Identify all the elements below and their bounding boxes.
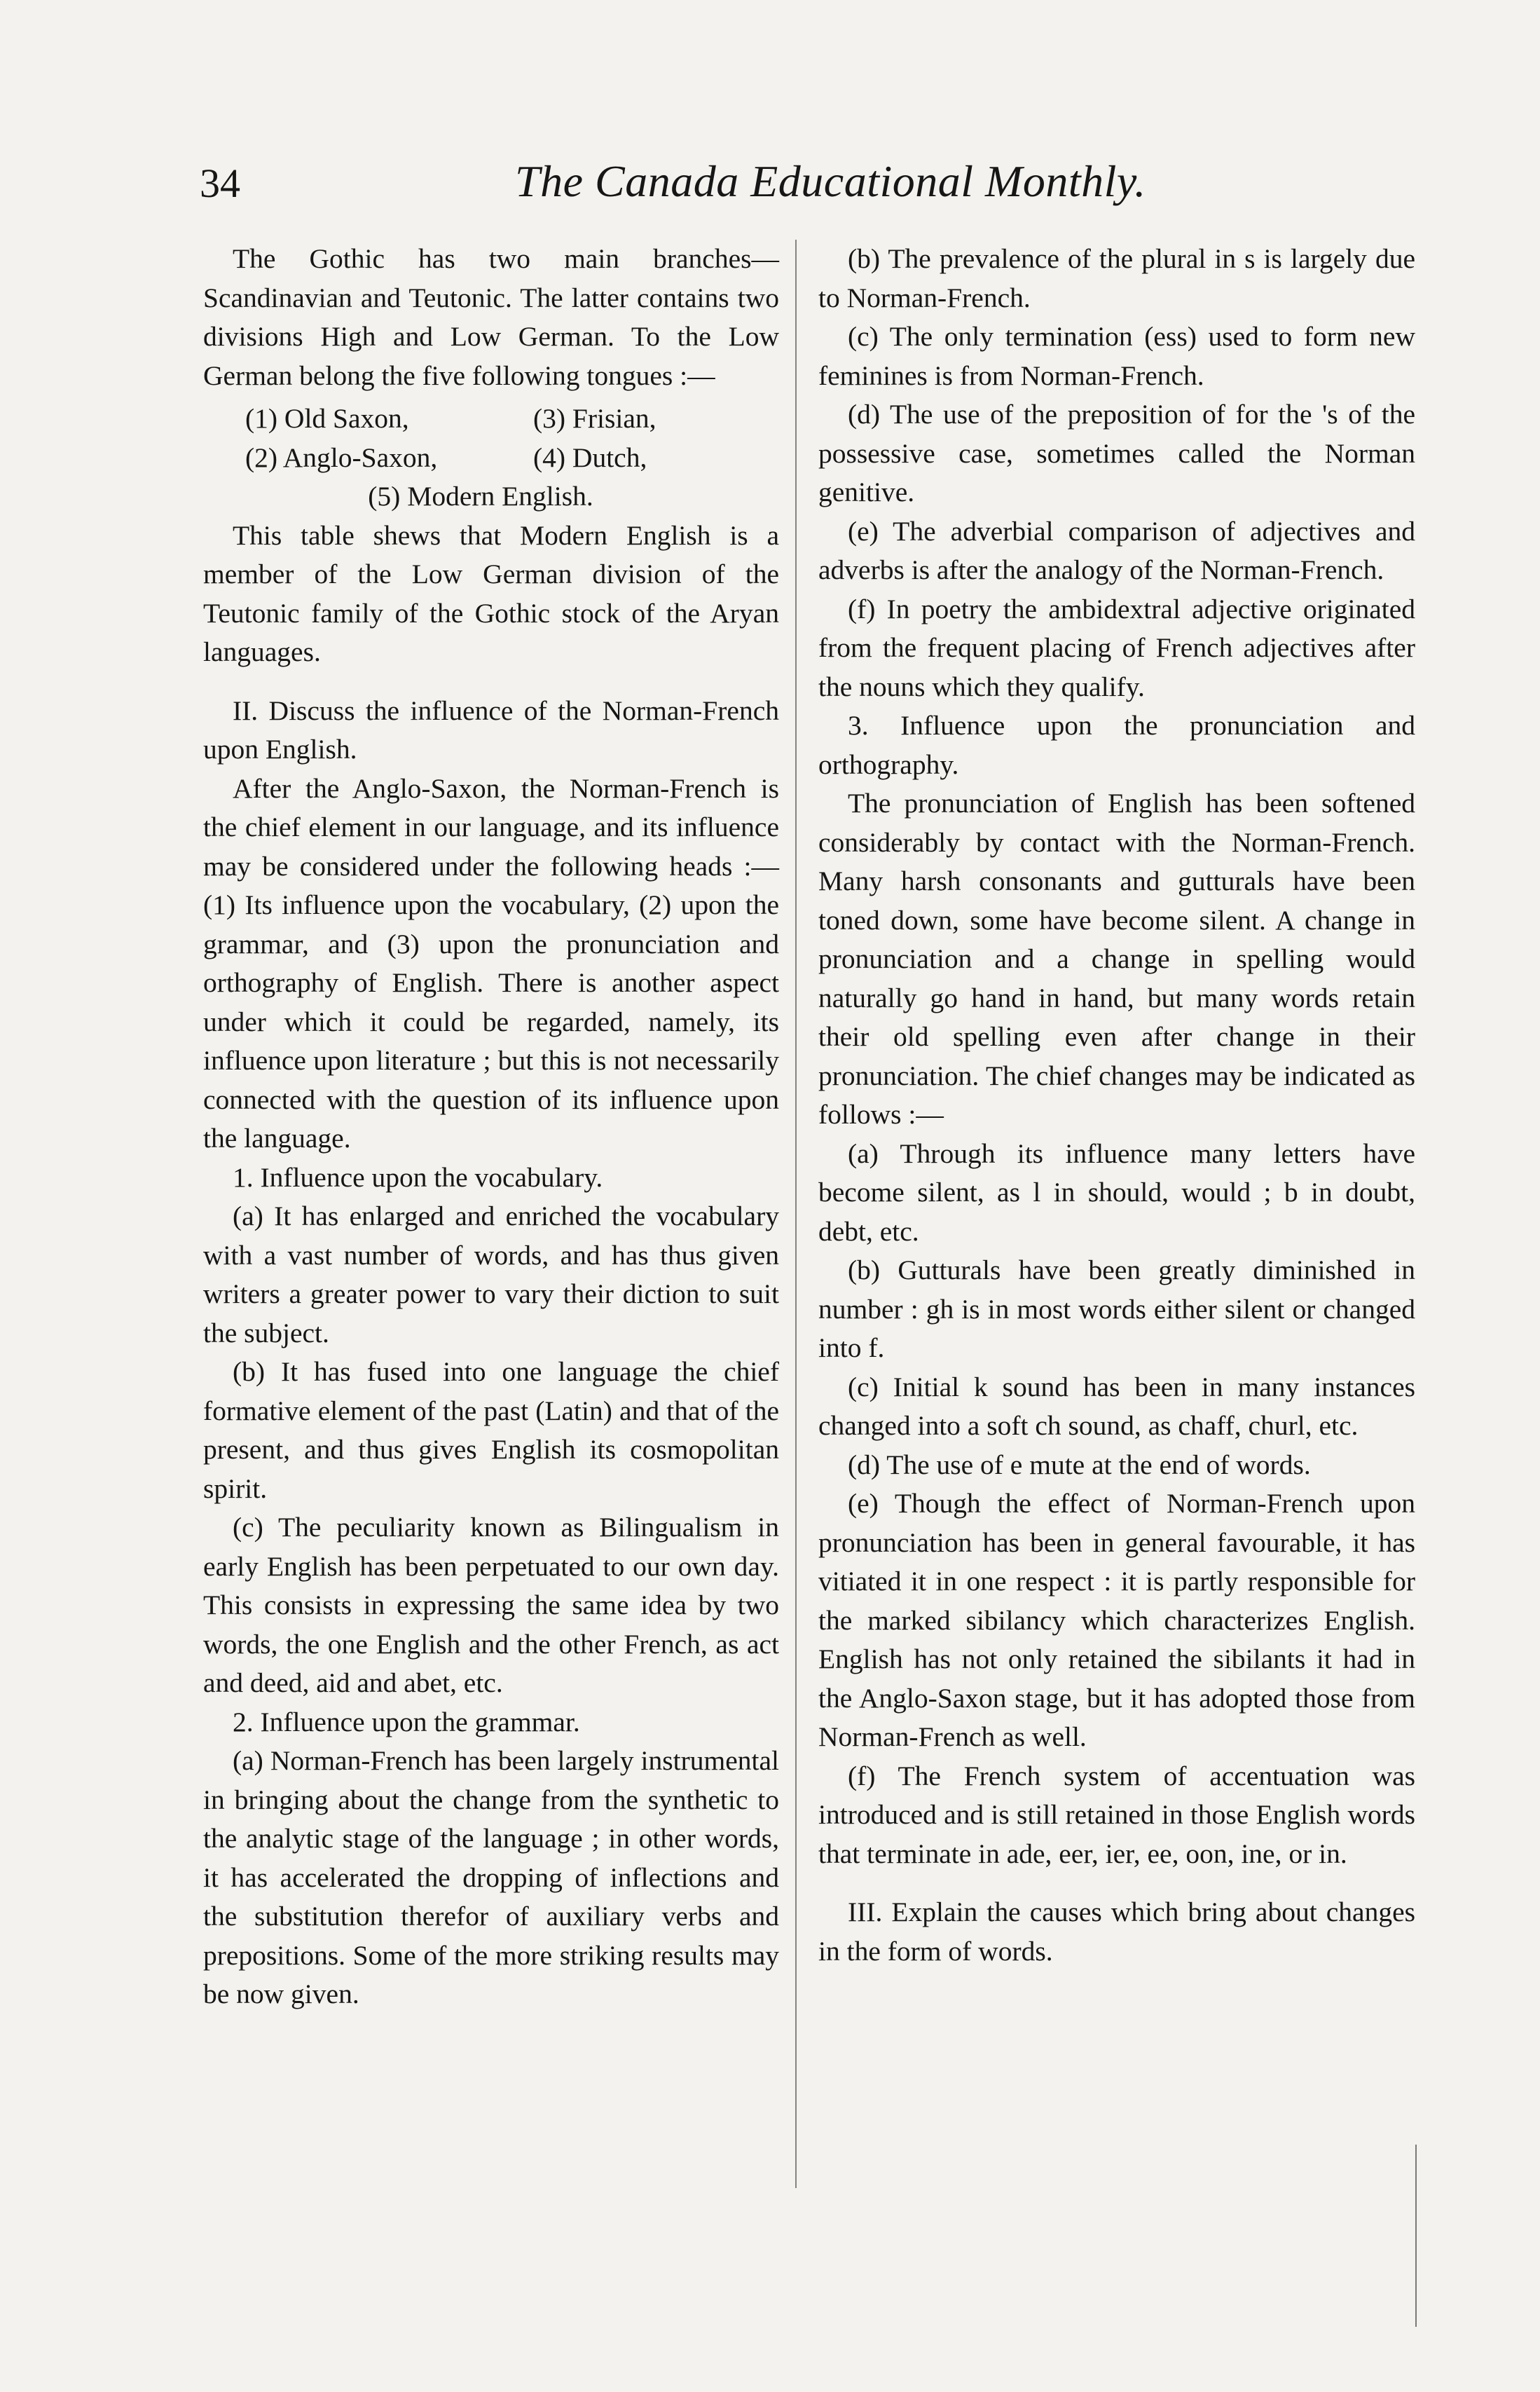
paragraph: (d) The use of the preposition of for the 's of the possessive case, sometimes called the Norman genitive. (818, 399, 1415, 507)
paragraph: (a) It has enlarged and enriched the vocabulary with a vast number of words, and has thus given writers a greater power to vary their diction to suit the subject. (203, 1201, 779, 1348)
paragraph: (b) It has fused into one language the chief formative element of the past (Latin) and that of the present, and thus gives English its cosmopolitan spirit. (203, 1356, 779, 1504)
paragraph: This table shews that Modern English is a member of the Low German division of the Teutonic family of the Gothic stock of the Aryan languages. (203, 519, 779, 667)
paragraph: (f) In poetry the ambidextral adjective originated from the frequent placing of French adjectives after the nouns which they qualify. (818, 593, 1415, 702)
question-heading: II. Discuss the influence of the Norman-French upon English. (203, 695, 779, 765)
page-number: 34 (200, 160, 240, 206)
paragraph: (c) The only termination (ess) used to form new feminines is from Norman-French. (818, 321, 1415, 391)
question-heading: III. Explain the causes which bring about changes in the form of words. (818, 1896, 1415, 1967)
paragraph: (a) Norman-French has been largely instrumental in bringing about the change from the synthetic to the analytic stage of the language ; in other words, it has accelerated the dropping of inflections and the substitution therefor of auxiliary verbs and prepositions. Some of the more striking results may be now given. (203, 1745, 779, 2009)
paragraph: The Gothic has two main branches—Scandinavian and Teutonic. The latter contains two divisions High and Low German. To the Low German belong the five following tongues :— (203, 243, 779, 391)
paragraph: (c) Initial k sound has been in many instances changed into a soft ch sound, as chaff, churl, etc. (818, 1371, 1415, 1441)
paragraph: (e) Though the effect of Norman-French upon pronunciation has been in general favourable, it has vitiated it in one respect : it is partly responsible for the marked sibilancy which characterizes English. English has not only retained the sibilants it had in the Anglo-Saxon stage, but it has adopted those from Norman-French as well. (818, 1488, 1415, 1752)
paragraph: (b) The prevalence of the plural in s is largely due to Norman-French. (818, 243, 1415, 313)
paragraph: (c) The peculiarity known as Bilingualism in early English has been perpetuated to our own day. This consists in expressing the same idea by two words, the one English and the other French, as act and deed, aid and abet, etc. (203, 1512, 779, 1698)
tongue-item: (1) Old Saxon, (245, 403, 409, 434)
section-heading: 3. Influence upon the pronunciation and orthography. (818, 710, 1415, 780)
column-divider (795, 240, 797, 2188)
paragraph: (e) The adverbial comparison of adjectives and adverbs is after the analogy of the Norman-French. (818, 515, 1415, 585)
tongues-table (203, 399, 779, 517)
paragraph: (b) Gutturals have been greatly diminished in number : gh is in most words either silent or changed into f. (818, 1255, 1415, 1363)
section-heading: 1. Influence upon the vocabulary. (233, 1161, 603, 1193)
running-title: The Canada Educational Monthly. (515, 156, 1146, 206)
left-column (203, 240, 779, 2014)
paragraph: The pronunciation of English has been softened considerably by contact with the Norman-French. Many harsh consonants and gutturals have been toned down, some have become silent. A change in pronunciation and a change in spelling would naturally go hand in hand, but many words retain their old spelling even after change in their pronunciation. The chief changes may be indicated as follows :— (818, 788, 1415, 1130)
paragraph: (f) The French system of accentuation was introduced and is still retained in those English words that terminate in ade, eer, ier, ee, oon, ine, or in. (818, 1760, 1415, 1869)
tongue-item: (5) Modern English. (368, 481, 593, 512)
right-column (818, 240, 1415, 1971)
paragraph: After the Anglo-Saxon, the Norman-French is the chief element in our language, and its influence may be considered under the following heads :—(1) Its influence upon the vocabulary, (2) upon the grammar, and (3) upon the pronunciation and orthography of English. There is another aspect under which it could be regarded, namely, its influence upon literature ; but this is not necessarily connected with the question of its influence upon the language. (203, 772, 779, 1154)
section-heading: 2. Influence upon the grammar. (233, 1706, 580, 1737)
margin-mark (1415, 2145, 1417, 2327)
tongue-item: (2) Anglo-Saxon, (245, 442, 438, 473)
paragraph: (d) The use of e mute at the end of words. (848, 1449, 1311, 1480)
tongue-item: (3) Frisian, (533, 403, 656, 434)
paragraph: (a) Through its influence many letters have become silent, as l in should, would ; b in doubt, debt, etc. (818, 1137, 1415, 1247)
tongue-item: (4) Dutch, (533, 442, 647, 473)
